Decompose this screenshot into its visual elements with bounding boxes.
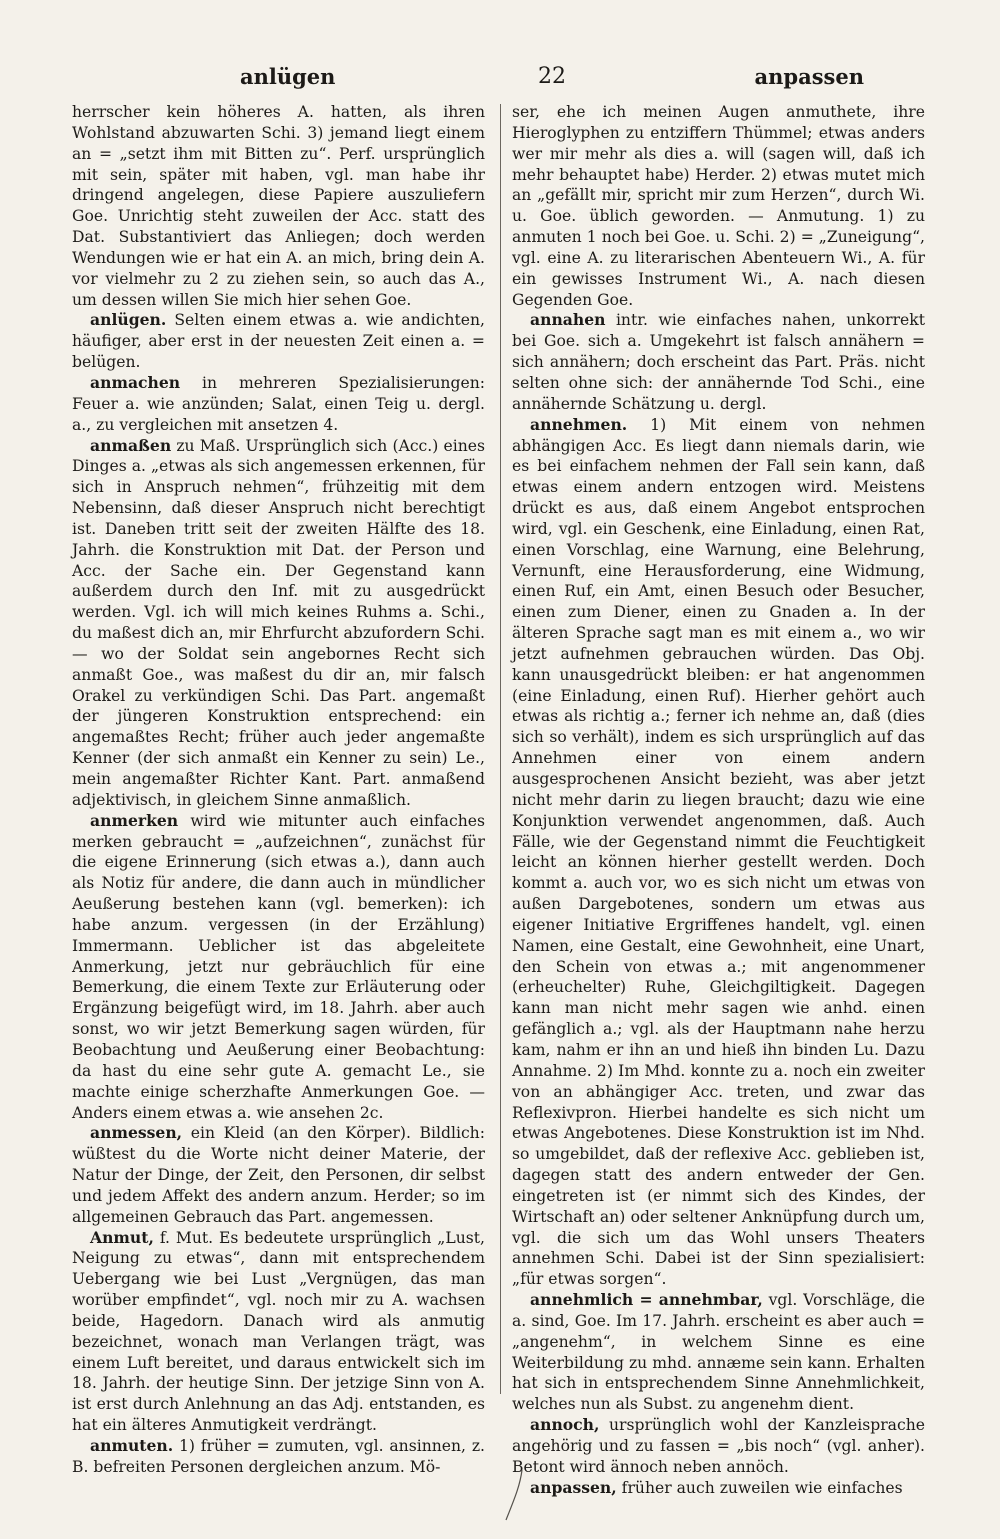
entry-text: ursprünglich wohl der Kanzleisprache angehörig und zu fassen = „bis noch“ (vgl. anher). Betont wird ännoch neben annöch. [512, 1416, 925, 1476]
entry-headword: annoch, [530, 1415, 600, 1435]
entry-paragraph [512, 415, 925, 1290]
entry-headword: anmuten. [90, 1436, 174, 1455]
entry-paragraph [72, 436, 485, 811]
entry-headword: Anmut, [90, 1227, 154, 1247]
entry-text: intr. wie einfaches nahen, unkorrekt bei Goe. sich a. Umgekehrt ist falsch annähern = sich annähern; doch erscheint das Part. Präs. nicht selten ohne sich: der annähernde Tod Schi., eine annähernde Schätzung u. dergl. [512, 311, 925, 413]
left-column [72, 102, 485, 1478]
entry-paragraph [512, 1415, 925, 1478]
entry-headword: anmessen, [90, 1123, 183, 1143]
entry-headword: anlügen. [90, 310, 167, 330]
entry-text: früher auch zuweilen wie einfaches [621, 1478, 903, 1497]
entry-paragraph [72, 1436, 485, 1478]
entry-paragraph [72, 811, 485, 1124]
entry-paragraph [72, 310, 485, 373]
entry-headword: annehmen. [530, 414, 628, 434]
entry-text: 1) Mit einem von nehmen abhängigen Acc. Es liegt dann niemals darin, wie es bei einfachem nehmen der Fall sein kann, daß etwas einem andern entzogen wird. Meistens drückt es aus, daß einem Angebot entsprochen wird, vgl. ein Geschenk, eine Einladung, einen Rat, einen Vorschlag, eine Warnung, eine Belehrung, Vernunft, eine Herausforderung, eine Widmung, einen Ruf, ein Amt, einen Besuch oder Besucher, einen zum Diener, einen zu Gnaden a. In der älteren Sprache sagt man es mit einem a., wo wir jetzt aufnehmen gebrauchen würden. Das Obj. kann unausgedrückt bleiben: er hat angenommen (eine Einladung, einen Ruf). Hierher gehört auch etwas als richtig a.; ferner ich nehme an, daß (dies sich so verhält), indem es sich ursprünglich auf das Annehmen einer von einem andern ausgesprochenen Ansicht bezieht, was aber jetzt nicht mehr darin zu liegen braucht; dazu wie eine Konjunktion verwendet angenommen, daß. Auch Fälle, wie der Gegenstand nimmt die Feuchtigkeit leicht an können hierher gestellt werden. Doch kommt a. auch vor, wo es sich nicht um etwas von außen Dargebotenes, sondern um etwas aus eigener Initiative Ergriffenes handelt, vgl. einen Namen, eine Gestalt, eine Gewohnheit, eine Unart, den Schein von etwas a.; mit angenommener (erheuchelter) Ruhe, Gleichgiltigkeit. Dagegen kann man nicht mehr sagen wie anhd. einen gefänglich a.; vgl. als der Hauptmann nahe herzu kam, nahm er ihn an und hieß ihn binden Lu. Dazu Annahme. 2) Im Mhd. konnte zu a. noch ein zweiter von an abhängiger Acc. treten, und zwar das Reflexivpron. Hierbei handelte es sich nicht um etwas Angebotenes. Diese Konstruktion ist im Nhd. so umgebildet, daß der reflexive Acc. geblieben ist, dagegen statt des andern entweder der Gen. eingetreten ist (er nimmt sich des Kindes, der Wirtschaft an) oder seltener Anknüpfung durch um, vgl. die sich um das Wohl unsers Theaters annehmen Schi. Dabei ist der Sinn spezialisiert: „für etwas sorgen“. [512, 415, 925, 1289]
entry-text: herrscher kein höheres A. hatten, als ihren Wohlstand abzuwarten Schi. 3) jemand liegt einem an = „setzt ihm mit Bitten zu“. Perf. ursprünglich mit sein, später mit haben, vgl. man habe ihr dringend angelegen, diese Papiere auszuliefern Goe. Unrichtig steht zuweilen der Acc. statt des Dat. Substantiviert das Anliegen; doch werden Wendungen wie er hat ein A. an mich, bring dein A. vor vielmehr zu 2 zu ziehen sein, so auch das A., um dessen willen Sie mich hier sehen Goe. [72, 103, 485, 309]
entry-text: zu Maß. Ursprünglich sich (Acc.) eines Dinges a. „etwas als sich angemessen erkennen, für sich in Anspruch nehmen“, frühzeitig mit dem Nebensinn, daß dieser Anspruch nicht berechtigt ist. Daneben tritt seit der zweiten Hälfte des 18. Jahrh. die Konstruktion mit Dat. der Person und Acc. der Sache ein. Der Gegenstand kann außerdem durch den Inf. mit zu ausgedrückt werden. Vgl. ich will mich keines Ruhms a. Schi., du maßest dich an, mir Ehrfurcht abzufordern Schi. — wo der Soldat sein angebornes Recht sich anmaßt Goe., was maßest du dir an, mir falsch Orakel zu verkündigen Schi. Das Part. angemaßt der jüngeren Konstruktion entsprechend: ein angemaßtes Recht; früher auch jeder angemaßte Kenner (der sich anmaßt ein Kenner zu sein) Le., mein angemaßter Richter Kant. Part. anmaßend adjektivisch, in gleichem Sinne anmaßlich. [72, 436, 485, 809]
page-number: 22 [538, 63, 566, 89]
entry-text: f. Mut. Es bedeutete ursprünglich „Lust, Neigung zu etwas“, dann mit entsprechendem Uebergang wie bei Lust „Vergnügen, das man worüber empfindet“, vgl. noch mir zu A. wachsen beide, Hagedorn. Danach wird als anmutig bezeichnet, wonach man Verlangen trägt, was einem Luft bereitet, und daraus entwickelt sich im 18. Jahrh. der heutige Sinn. Der jetzige Sinn von A. ist erst durch Anlehnung an das Adj. entstanden, es hat ein älteres Anmutigkeit verdrängt. [72, 1228, 485, 1435]
entry-headword: anpassen, [530, 1477, 617, 1497]
entry-paragraph [512, 102, 925, 310]
entry-text: in mehreren Spezialisierungen: Feuer a. wie anzünden; Salat, einen Teig u. dergl. a., zu vergleichen mit ansetzen 4. [72, 373, 485, 434]
entry-paragraph [72, 373, 485, 436]
entry-headword: anmaßen [90, 435, 172, 455]
entry-text: ein Kleid (an den Körper). Bildlich: wüßtest du die Worte nicht deiner Materie, der Natur der Dinge, der Zeit, den Personen, dir selbst und jedem Affekt des andern anzum. Herder; so im allgemeinen Gebrauch das Part. angemessen. [72, 1124, 485, 1226]
pen-mark [500, 1466, 530, 1526]
entry-headword: annahen [530, 310, 606, 330]
entry-headword: anmerken [90, 810, 179, 830]
entry-headword: annehmlich = annehmbar, [530, 1290, 763, 1310]
right-column [512, 102, 925, 1499]
entry-text: wird wie mitunter auch einfaches merken gebraucht = „aufzeichnen“, zunächst für die eigene Erinnerung (sich etwas a.), dann auch als Notiz für andere, die dann auch in mündlicher Aeußerung bestehen kann (vgl. bemerken): ich habe anzum. vergessen (in der Erzählung) Immermann. Ueblicher ist das abgeleitete Anmerkung, jetzt nur gebräuchlich für eine Bemerkung, die einem Texte zur Erläuterung oder Ergänzung beigefügt wird, im 18. Jahrh. aber auch sonst, wo wir jetzt Bemerkung sagen würden, für Beobachtung und Aeußerung einer Beobachtung: da hast du eine sehr gute A. gemacht Le., sie machte einige scherzhafte Anmerkungen Goe. — Anders einem etwas a. wie ansehen 2c. [72, 811, 485, 1122]
entry-paragraph [72, 1228, 485, 1436]
page-header [72, 58, 928, 94]
entry-paragraph [72, 102, 485, 310]
right-guide-word: anpassen [754, 63, 864, 89]
entry-text: vgl. Vorschläge, die a. sind, Goe. Im 17. Jahrh. erscheint es aber auch = „angenehm“, in welchem Sinne es eine Weiterbildung zu mhd. annæme sein kann. Erhalten hat sich in entsprechendem Sinne Annehmlichkeit, welches nun als Subst. zu angenehm dient. [512, 1291, 925, 1414]
entry-paragraph [72, 1123, 485, 1227]
entry-text: ser, ehe ich meinen Augen anmuthete, ihre Hieroglyphen zu entziffern Thümmel; etwas anders wer mir mehr als dies a. will (sagen will, daß ich mehr behauptet habe) Herder. 2) etwas mutet mich an „gefällt mir, spricht mir zum Herzen“, durch Wi. u. Goe. üblich geworden. — Anmutung. 1) zu anmuten 1 noch bei Goe. u. Schi. 2) = „Zuneigung“, vgl. eine A. zu literarischen Abenteuern Wi., A. für ein gewisses Instrument Wi., A. nach diesen Gegenden Goe. [512, 103, 925, 309]
entry-paragraph [512, 1478, 925, 1499]
column-divider [500, 104, 501, 1394]
entry-text: 1) früher = zumuten, vgl. ansinnen, z. B. befreiten Personen dergleichen anzum. Mö- [72, 1437, 485, 1476]
entry-paragraph [512, 310, 925, 414]
entry-text: Selten einem etwas a. wie andichten, häufiger, aber erst in der neuesten Zeit einen a. = belügen. [72, 311, 485, 372]
left-guide-word: anlügen [240, 63, 336, 89]
entry-headword: anmachen [90, 372, 181, 392]
entry-paragraph [512, 1290, 925, 1415]
